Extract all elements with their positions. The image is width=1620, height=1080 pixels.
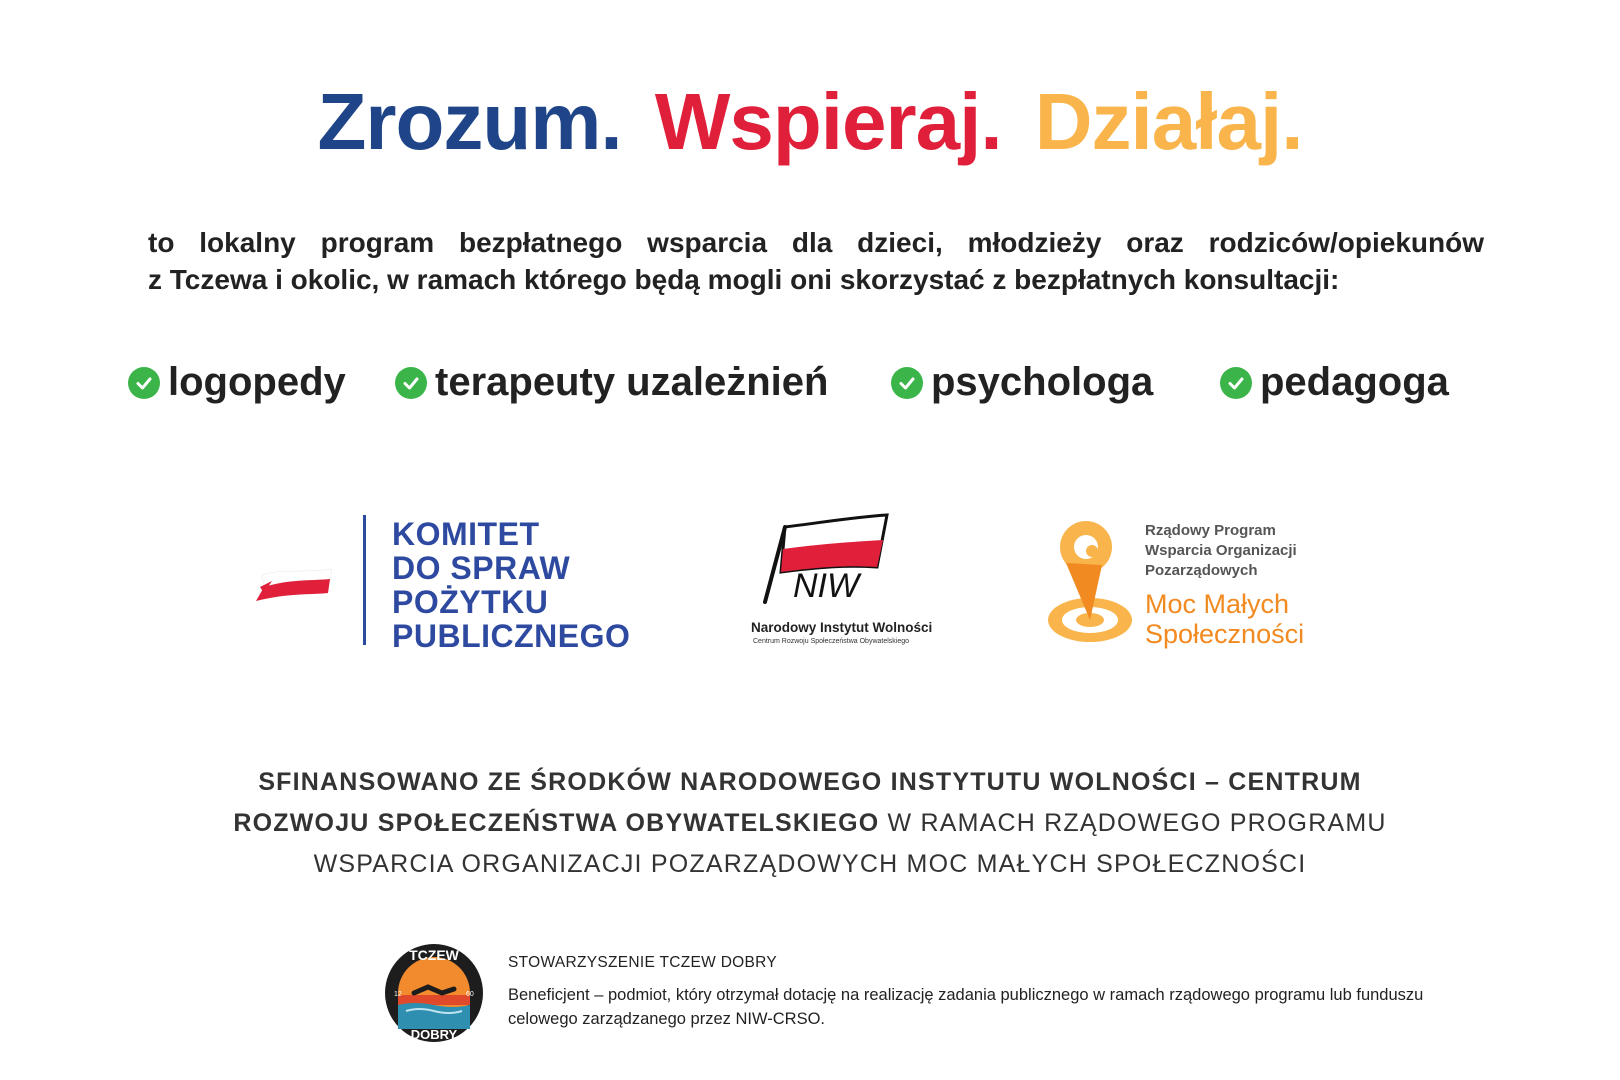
niw-logo xyxy=(745,512,945,652)
service-label: psychologa xyxy=(931,360,1154,404)
svg-text:NIW: NIW xyxy=(793,567,860,605)
niw-subtitle: Centrum Rozwoju Społeczeństwa Obywatelskiego xyxy=(753,638,910,645)
service-item xyxy=(395,360,828,405)
tczew-dobry-logo xyxy=(384,943,484,1043)
headline-wspieraj: Wspieraj. xyxy=(654,77,1002,166)
niw-name: Narodowy Instytut Wolności xyxy=(751,620,933,635)
check-circle-icon xyxy=(395,367,427,399)
check-circle-icon xyxy=(891,367,923,399)
service-item xyxy=(1220,360,1449,405)
headline-zrozum: Zrozum. xyxy=(317,77,622,166)
komitet-line: POŻYTKU xyxy=(392,584,549,620)
intro-text xyxy=(148,224,1484,298)
funding-line-3: WSPARCIA ORGANIZACJI POZARZĄDOWYCH MOC MAŁYCH SPOŁECZNOŚCI xyxy=(313,850,1307,878)
moc-line: Pozarządowych xyxy=(1145,562,1258,579)
headline-dzialaj: Działaj. xyxy=(1034,77,1303,166)
headline xyxy=(0,77,1620,166)
divider xyxy=(363,515,366,645)
service-label: logopedy xyxy=(168,360,346,404)
komitet-line: PUBLICZNEGO xyxy=(392,618,631,654)
moc-brand-line: Społeczności xyxy=(1145,619,1305,649)
komitet-text xyxy=(392,517,630,653)
komitet-line: KOMITET xyxy=(392,516,540,552)
komitet-line: DO SPRAW xyxy=(392,550,571,586)
map-pin-icon xyxy=(1040,515,1140,650)
svg-text:12: 12 xyxy=(394,991,402,998)
services-list xyxy=(0,360,1620,410)
moc-program-text xyxy=(1145,521,1297,581)
intro-line-2: z Tczewa i okolic, w ramach którego będą mogli oni skorzystać z bezpłatnych konsultacji: xyxy=(148,264,1340,295)
moc-brand-text xyxy=(1145,589,1304,649)
service-item xyxy=(128,360,346,405)
moc-malych-spolecznosci-logo xyxy=(1040,515,1340,655)
check-circle-icon xyxy=(1220,367,1252,399)
intro-line-1: to lokalny program bezpłatnego wsparcia dla dzieci, młodzieży oraz rodziców/opiekunów xyxy=(148,227,1484,258)
beneficiary-note: Beneficjent – podmiot, który otrzymał dotację na realizację zadania publicznego w ramach rządowego programu lub funduszu celowego zarządzanego przez NIW-CRSO. xyxy=(508,986,1424,1028)
svg-text:TCZEW: TCZEW xyxy=(409,947,459,963)
moc-line: Rządowy Program xyxy=(1145,522,1276,539)
funding-statement xyxy=(0,762,1620,885)
organization-name: STOWARZYSZENIE TCZEW DOBRY xyxy=(508,954,778,971)
niw-flag-icon xyxy=(745,512,945,617)
svg-text:DOBRY: DOBRY xyxy=(410,1027,458,1042)
moc-brand-line: Moc Małych xyxy=(1145,589,1290,619)
funding-line-2-regular: W RAMACH RZĄDOWEGO PROGRAMU xyxy=(879,809,1387,837)
service-label: terapeuty uzależnień xyxy=(435,360,829,404)
service-label: pedagoga xyxy=(1260,360,1449,404)
svg-text:60: 60 xyxy=(466,991,474,998)
funding-line-1: SFINANSOWANO ZE ŚRODKÓW NARODOWEGO INSTYTUTU WOLNOŚCI – CENTRUM xyxy=(258,768,1362,796)
check-circle-icon xyxy=(128,367,160,399)
komitet-logo xyxy=(250,515,650,654)
moc-line: Wsparcia Organizacji xyxy=(1145,542,1297,559)
service-item xyxy=(891,360,1153,405)
polish-flag-icon xyxy=(250,557,340,617)
funding-line-2-bold: ROZWOJU SPOŁECZEŃSTWA OBYWATELSKIEGO xyxy=(233,809,880,837)
